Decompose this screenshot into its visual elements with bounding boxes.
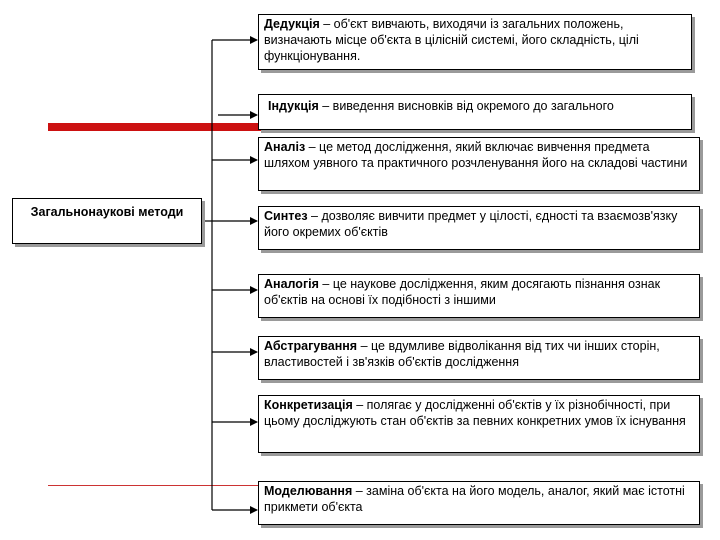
method-box-analysis <box>258 137 700 191</box>
method-desc: – це вдумливе відволікання від тих чи інших сторін, властивостей і зв'язків об'єктів дослідження <box>264 339 660 369</box>
root-label: Загальнонаукові методи <box>30 205 184 219</box>
method-desc: – полягає у дослідженні об'єктів у їх різнобічності, при цьому досліджують стан об'єктів за певних конкретних умов їх існування <box>264 398 686 428</box>
method-box-concretization <box>258 395 700 453</box>
method-term: Аналогія <box>264 277 319 291</box>
method-desc: – виведення висновків від окремого до загального <box>318 99 614 113</box>
method-box-analogy <box>258 274 700 318</box>
method-box-induction <box>258 94 692 130</box>
method-term: Синтез <box>264 209 308 223</box>
method-term: Аналіз <box>264 140 306 154</box>
method-box-deduction <box>258 14 692 70</box>
method-desc: – це наукове дослідження, яким досягають пізнання ознак об'єктів на основі їх подібності з іншими <box>264 277 661 307</box>
method-desc: – об'єкт вивчають, виходячи із загальних положень, визначають місце об'єкта в цілісній системі, його складність, цілі функціонування. <box>264 17 639 63</box>
method-desc: – це метод дослідження, який включає вивчення предмета шляхом уявного та практичного розчленування його на складові частини <box>264 140 688 170</box>
method-desc: – заміна об'єкта на його модель, аналог, який має істотні прикмети об'єкта <box>264 484 685 514</box>
method-term: Індукція <box>268 99 319 113</box>
method-term: Абстрагування <box>264 339 358 353</box>
method-box-abstraction <box>258 336 700 380</box>
method-desc: – дозволяє вивчити предмет у цілості, єдності та взаємозв'язку його окремих об'єктів <box>264 209 678 239</box>
method-box-synthesis <box>258 206 700 250</box>
method-box-modeling <box>258 481 700 525</box>
method-term: Моделювання <box>264 484 353 498</box>
method-term: Конкретизація <box>264 398 353 412</box>
method-term: Дедукція <box>264 17 320 31</box>
root-node <box>12 198 202 244</box>
